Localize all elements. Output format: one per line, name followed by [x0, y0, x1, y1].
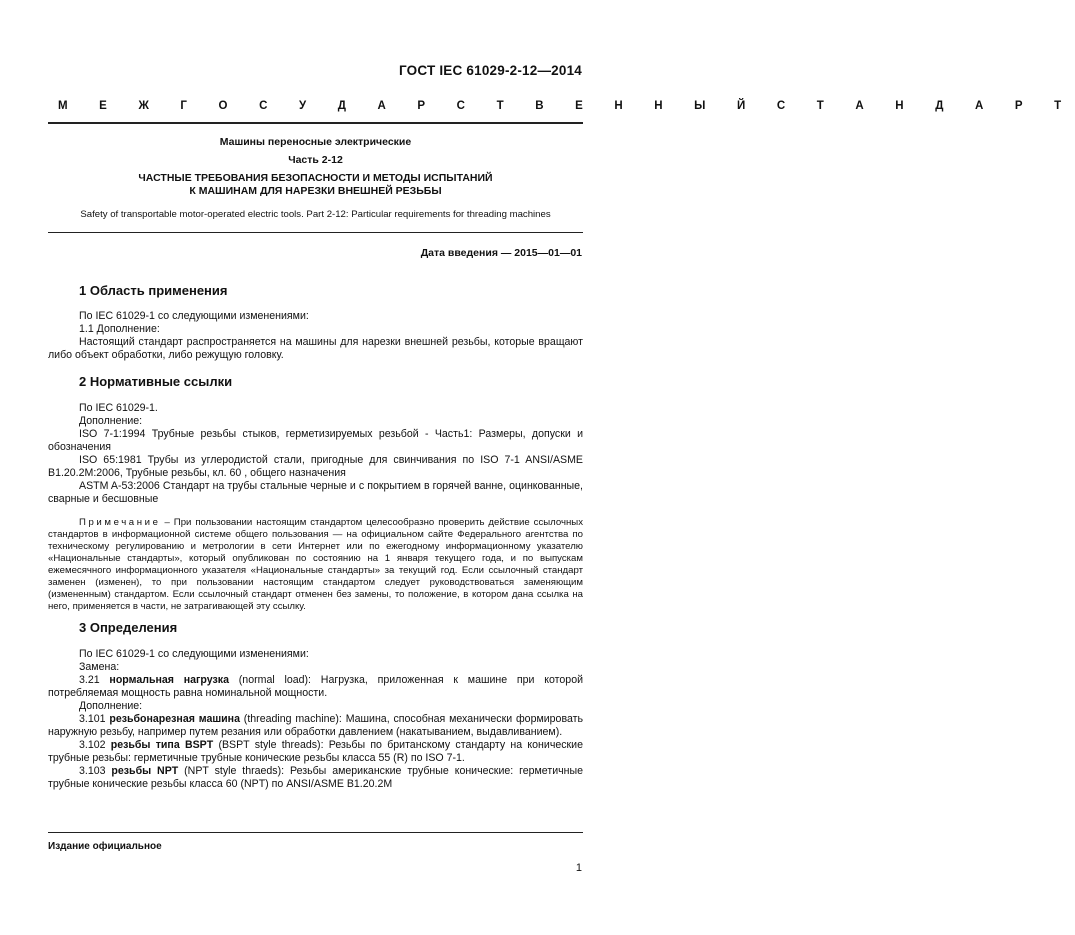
definition-term: резьбы типа BSPT — [110, 739, 214, 751]
note-text: – При пользовании настоящим стандартом целесообразно проверить действие ссылочных стандартов в информационной системе общего пользования — на официальном сайте Федерального агентства по техническому регулированию и метрологии в сети Интернет или по ежегодному информационному указателю «Национальные стандарты», который опубликован по состоянию на 1 января текущего года, и по выпускам ежемесячного информационного указателя «Национальные стандарты» за текущий год. Если ссылочный стандарт заменен (изменен), то при пользовании настоящим стандартом следует руководствоваться заменяющим (измененным) стандартом. Если ссылочный стандарт отменен без замены, то положение, в котором дана ссылка на него, применяется в части, не затрагивающей эту ссылку. — [48, 517, 583, 612]
reference-item: ISO 65:1981 Трубы из углеродистой стали, пригодные для свинчивания по ISO 7-1 ANSI/ASME B1.20.2M:2006, Трубные резьбы, кл. 60 , общего назначения — [48, 454, 583, 479]
title-line-1: Машины переносные электрические — [219, 136, 412, 148]
footer-rule — [48, 832, 583, 833]
standard-code: ГОСТ IEC 61029-2-12—2014 — [398, 63, 582, 78]
section-3-body — [48, 648, 583, 791]
definition-text: (normal load): Нагрузка, приложенная к машине при которой потребляемая мощность равна номинальной мощности. — [48, 674, 584, 699]
definition-term: резьбонарезная машина — [109, 713, 240, 725]
section-1-body — [48, 310, 583, 362]
definition-number: 3.101 — [79, 713, 110, 725]
title-line-4: К МАШИНАМ ДЛЯ НАРЕЗКИ ВНЕШНЕЙ РЕЗЬБЫ — [189, 185, 442, 197]
title-line-3: ЧАСТНЫЕ ТРЕБОВАНИЯ БЕЗОПАСНОСТИ И МЕТОДЫ ИСПЫТАНИЙ — [138, 172, 493, 184]
section-2-body — [48, 402, 583, 506]
paragraph: Дополнение: — [79, 700, 143, 712]
edition-label: Издание официальное — [48, 841, 162, 852]
standard-type-banner: М Е Ж Г О С У Д А Р С Т В Е Н Н Ы Й С Т А Н Д А Р Т — [58, 100, 1075, 112]
definition-item — [48, 674, 583, 700]
definition-item — [48, 765, 583, 791]
english-title: Safety of transportable motor-operated electric tools. Part 2-12: Particular requirements for threading machines — [80, 209, 551, 220]
definition-number: 3.21 — [79, 674, 110, 686]
title-part: Часть 2-12 — [288, 154, 343, 166]
definition-term: резьбы NPT — [111, 765, 179, 777]
definition-text: (NPT style thraeds): Резьбы американские трубные конические: герметичные трубные конические резьбы класса 60 (NPT) по ANSI/ASME B1.20.2M — [48, 765, 583, 790]
title-rule — [48, 232, 583, 233]
note-block — [48, 517, 583, 613]
definition-term: нормальная нагрузка — [109, 674, 229, 686]
paragraph: По IEC 61029-1 со следующими изменениями: — [79, 310, 309, 322]
definition-text: (threading machine): Машина, способная механически формировать наружную резьбу, например путем резания или обработки давлением (накатыванием, выдавливанием). — [48, 713, 583, 738]
note-label: Примечание — [79, 517, 161, 528]
introduction-date: Дата введения — 2015—01—01 — [420, 247, 582, 259]
section-2-heading: 2 Нормативные ссылки — [79, 374, 233, 389]
paragraph: Замена: — [79, 661, 120, 673]
section-3-heading: 3 Определения — [79, 620, 178, 635]
paragraph: По IEC 61029-1 со следующими изменениями: — [79, 648, 309, 660]
reference-item: ASTM A-53:2006 Стандарт на трубы стальные черные и с покрытием в горячей ванне, оцинкованные, сварные и бесшовные — [48, 480, 583, 505]
section-1-heading: 1 Область применения — [79, 283, 228, 298]
paragraph: Настоящий стандарт распространяется на машины для нарезки внешней резьбы, которые вращают либо объект обработки, либо режущую головку. — [48, 336, 583, 361]
header-rule — [48, 122, 583, 124]
definition-text: (BSPT style threads): Резьбы по британскому стандарту на конические трубные резьбы: герметичные трубные конические резьбы класса 55 (R) по ISO 7-1. — [48, 739, 583, 764]
reference-item: ISO 7-1:1994 Трубные резьбы стыков, герметизируемых резьбой - Часть1: Размеры, допуски и обозначения — [48, 428, 583, 453]
definition-item — [48, 739, 583, 765]
definition-number: 3.102 — [79, 739, 111, 751]
paragraph: Дополнение: — [79, 415, 143, 427]
paragraph: По IEC 61029-1. — [79, 402, 158, 414]
page-number: 1 — [575, 862, 582, 874]
paragraph: 1.1 Дополнение: — [79, 323, 160, 335]
definition-number: 3.103 — [79, 765, 112, 777]
definition-item — [48, 713, 583, 739]
